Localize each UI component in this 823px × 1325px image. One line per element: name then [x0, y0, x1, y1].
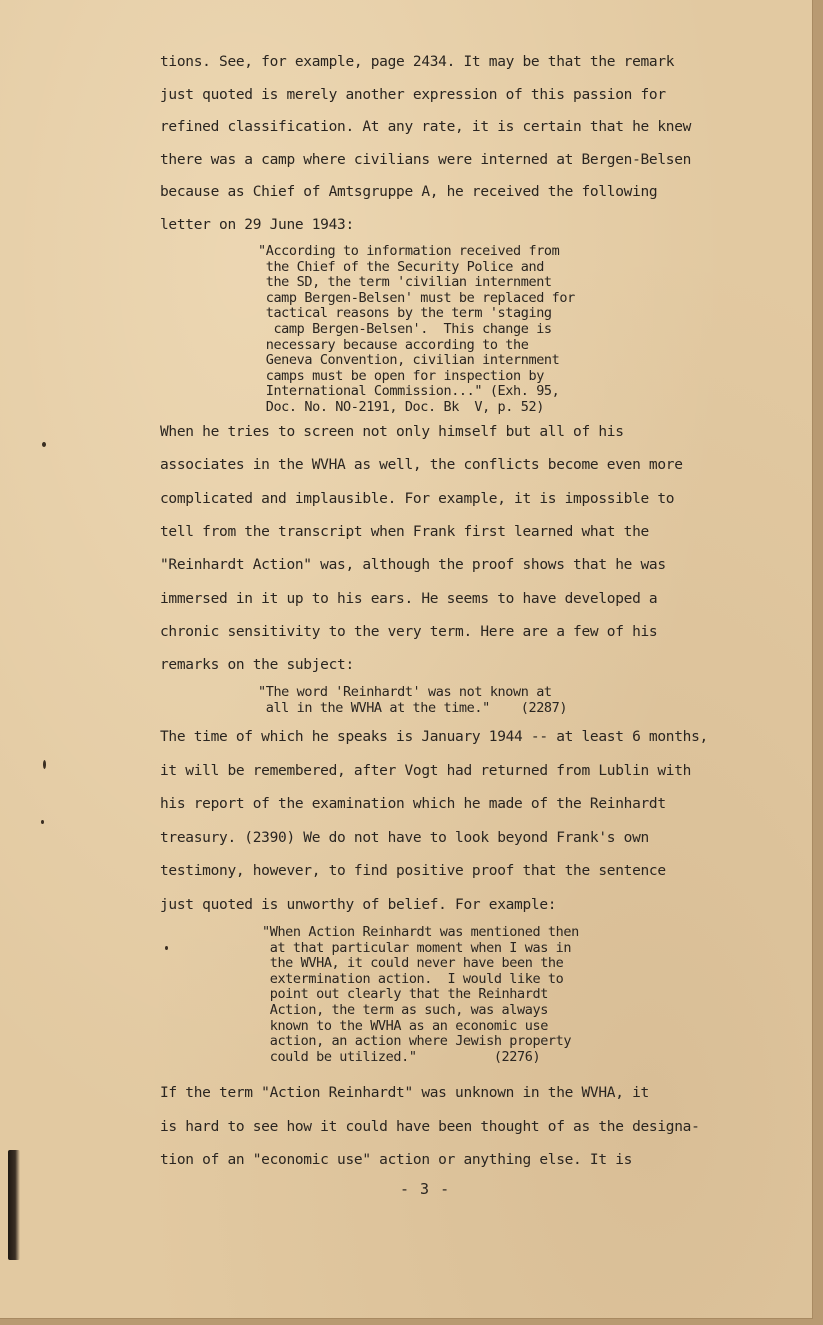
text-line: just quoted is unworthy of belief. For example:: [160, 896, 557, 913]
text-line: "Reinhardt Action" was, although the proof shows that he was: [160, 557, 666, 574]
text-line: tell from the transcript when Frank first learned what the: [160, 523, 649, 540]
text-line: remarks on the subject:: [160, 657, 354, 674]
text-line: When he tries to screen not only himself but all of his: [160, 424, 624, 440]
text-line: testimony, however, to find positive proof that the sentence: [160, 863, 666, 879]
text-line: tions. See, for example, page 2434. It may be that the remark: [160, 54, 675, 70]
quote-line: tactical reasons by the term 'staging: [258, 305, 552, 322]
text-line: If the term "Action Reinhardt" was unknown in the WVHA, it: [160, 1085, 649, 1101]
text-line: just quoted is merely another expression of this passion for: [160, 86, 666, 103]
paper-speck: [165, 946, 168, 950]
quote-line: "When Action Reinhardt was mentioned then: [262, 924, 579, 940]
quote-line: necessary because according to the: [258, 336, 529, 353]
paper-speck: [43, 760, 46, 769]
binding-edge: [8, 1150, 20, 1260]
quote-line: the SD, the term 'civilian internment: [258, 274, 552, 291]
paper-speck: [42, 442, 46, 447]
text-line: there was a camp where civilians were interned at Bergen-Belsen: [160, 151, 692, 168]
text-line: treasury. (2390) We do not have to look beyond Frank's own: [160, 829, 649, 846]
text-line: associates in the WVHA as well, the conflicts become even more: [160, 457, 683, 474]
quote-line: at that particular moment when I was in: [262, 939, 572, 956]
text-line: complicated and implausible. For example, it is impossible to: [160, 490, 675, 507]
text-line: refined classification. At any rate, it is certain that he knew: [160, 119, 692, 135]
quote-line: camp Bergen-Belsen' must be replaced for: [258, 289, 575, 306]
quote-line: action, an action where Jewish property: [262, 1033, 572, 1050]
quote-line: camp Bergen-Belsen'. This change is: [258, 321, 552, 337]
text-line: The time of which he speaks is January 1944 -- at least 6 months,: [160, 729, 708, 745]
quote-line: "According to information received from: [258, 243, 560, 259]
quote-line: known to the WVHA as an economic use: [262, 1017, 548, 1034]
text-line: immersed in it up to his ears. He seems to have developed a: [160, 590, 658, 607]
text-line: tion of an "economic use" action or anything else. It is: [160, 1152, 633, 1168]
quote-line: International Commission..." (Exh. 95,: [258, 383, 560, 400]
text-line: chronic sensitivity to the very term. Here are a few of his: [160, 623, 658, 640]
quote-line: all in the WVHA at the time." (2287): [258, 699, 568, 716]
quote-line: the Chief of the Security Police and: [258, 258, 544, 275]
page-number: - 3 -: [400, 1180, 451, 1198]
text-line: his report of the examination which he made of the Reinhardt: [160, 796, 666, 812]
text-line: because as Chief of Amtsgruppe A, he received the following: [160, 184, 658, 200]
quote-line: Doc. No. NO-2191, Doc. Bk V, p. 52): [258, 399, 544, 415]
quote-line: Geneva Convention, civilian internment: [258, 352, 560, 369]
text-line: is hard to see how it could have been thought of as the designa-: [160, 1118, 700, 1135]
quote-line: camps must be open for inspection by: [258, 367, 544, 384]
quote-line: Action, the term as such, was always: [262, 1002, 548, 1018]
quote-line: extermination action. I would like to: [262, 970, 564, 987]
quote-line: could be utilized." (2276): [262, 1048, 541, 1065]
paper-speck: [41, 820, 44, 824]
text-line: it will be remembered, after Vogt had returned from Lublin with: [160, 762, 692, 779]
text-line: letter on 29 June 1943:: [160, 216, 354, 233]
quote-line: "The word 'Reinhardt' was not known at: [258, 684, 552, 700]
quote-line: the WVHA, it could never have been the: [262, 955, 564, 972]
quote-line: point out clearly that the Reinhardt: [262, 986, 548, 1003]
